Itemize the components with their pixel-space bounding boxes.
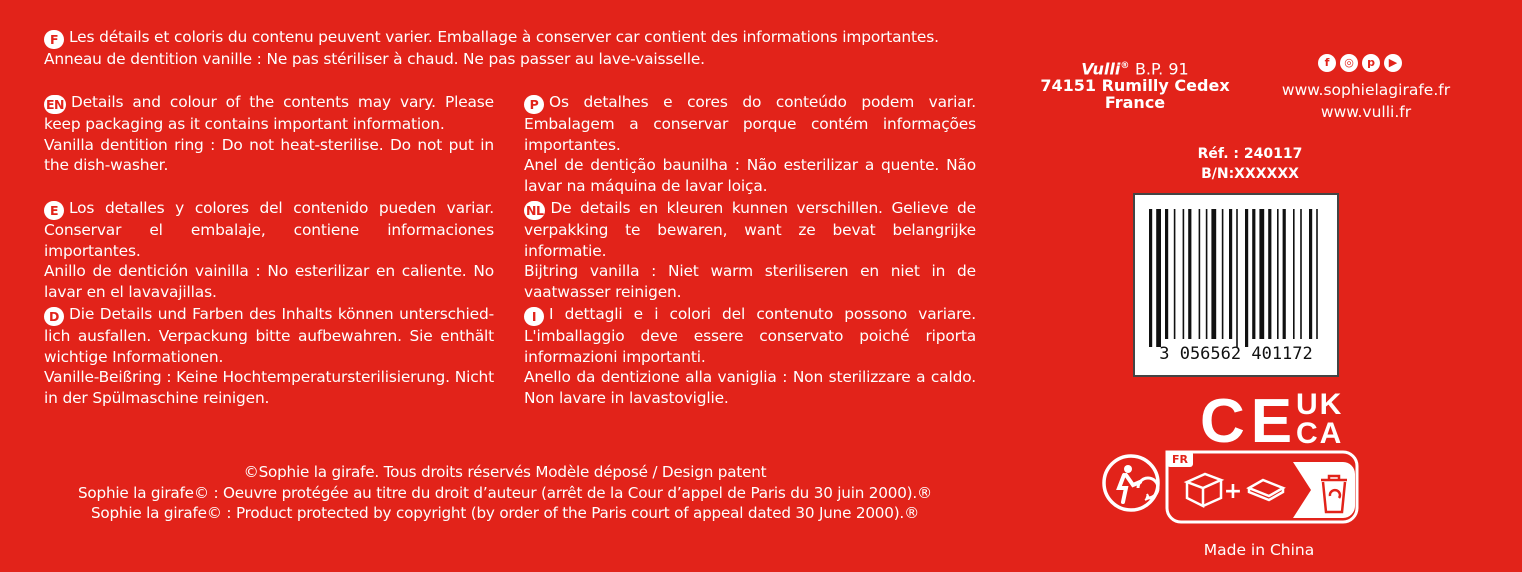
legal-line-2: Sophie la girafe© : Oeuvre protégée au titre du droit d’auteur (arrêt de la Cour d’appel de Paris du 30 juin 2000).® (77, 483, 932, 502)
fr-tag: FR (1172, 453, 1188, 466)
legal-line-1: ©Sophie la girafe. Tous droits réservés Modèle déposé / Design patent (243, 463, 767, 481)
barcode-bar (1268, 209, 1271, 339)
vulli-logo: Vulli (1081, 59, 1121, 79)
batch-number: B/N:XXXXXX (1201, 166, 1299, 182)
barcode-bar (1149, 209, 1152, 347)
legal-notice (20, 462, 990, 524)
text-block-nl (524, 198, 976, 302)
text-block-it (524, 304, 976, 408)
en-line-2: Vanilla dentition ring : Do not heat-sterilise. Do not put in the dish-washer. (44, 135, 494, 175)
pinterest-icon[interactable]: p (1362, 54, 1380, 72)
de-line-1: Die Details und Farben des Inhalts können unterschied-lich ausfallen. Verpackung bitte aufbewahren. Sie enthält wichtige Informationen. (44, 305, 494, 366)
barcode-bar (1174, 209, 1176, 339)
ce-mark: CE (1200, 387, 1299, 456)
barcode-bar (1252, 209, 1255, 339)
text-block-es (44, 198, 494, 302)
language-badge-nl: NL (526, 203, 544, 218)
registered-mark: ® (1120, 61, 1130, 71)
barcode-bar (1211, 209, 1216, 339)
fr-line-2: Anneau de dentition vanille : Ne pas stériliser à chaud. Ne pas passer au lave-vaisselle. (44, 50, 705, 68)
language-badge-pt: P (524, 95, 544, 114)
reference-number: Réf. : 240117 (1197, 146, 1303, 162)
barcode-bar (1259, 209, 1264, 339)
po-box: B.P. 91 (1134, 59, 1189, 79)
language-badge-fr: F (44, 30, 64, 49)
legal-line-3: Sophie la girafe© : Product protected by copyright (by order of the Paris court of appeal dated 30 June 2000).® (90, 504, 920, 523)
website-vulli[interactable]: www.vulli.fr (1320, 103, 1412, 121)
en-line-1: Details and colour of the contents may vary. Please keep packaging as it contains important information. (44, 93, 494, 133)
triman-recycle-icon (1102, 452, 1160, 514)
pt-line-2: Anel de dentição baunilha : Não esterilizar a quente. Não lavar na máquina de lavar loiça. (524, 156, 976, 195)
barcode-bar (1236, 209, 1238, 347)
barcode-bar (1199, 209, 1201, 339)
it-line-1: I dettagli e i colori del contenuto possono variare. L'imballaggio deve essere conservato poiché riporta informazioni importanti. (524, 305, 976, 366)
made-in-label: Made in China (1203, 541, 1315, 559)
de-line-2: Vanille-Beißring : Keine Hochtemperatursterilisierung. Nicht in der Spülmaschine reinigen. (44, 368, 494, 407)
language-badge-en: EN (46, 97, 65, 112)
barcode-bar (1229, 209, 1232, 339)
pt-line-1: Os detalhes e cores do conteúdo podem variar. Embalagem a conservar porque contém informações importantes. (524, 93, 976, 154)
barcode-bar (1188, 209, 1191, 339)
text-block-pt (524, 92, 976, 196)
youtube-icon[interactable]: ▶ (1384, 54, 1402, 72)
barcode-bar (1293, 209, 1295, 339)
barcode (1133, 193, 1339, 377)
barcode-bar (1165, 209, 1168, 339)
barcode-bar (1309, 209, 1312, 339)
barcode-bar (1245, 209, 1248, 347)
instagram-icon[interactable]: ◎ (1340, 54, 1358, 72)
text-block-de (44, 304, 494, 408)
address-city: 74151 Rumilly Cedex (1040, 76, 1230, 96)
barcode-digits: 3 056562 401172 (1159, 344, 1313, 364)
barcode-bar (1206, 209, 1208, 339)
barcode-bar (1316, 209, 1318, 339)
ukca-top: UK (1296, 388, 1344, 421)
es-line-1: Los detalles y colores del contenido pueden variar. Conservar el embalaje, contiene informaciones importantes. (44, 199, 494, 260)
barcode-bar (1300, 209, 1302, 339)
text-block-fr (44, 27, 984, 70)
fr-line-1: Les détails et coloris du contenu peuvent varier. Emballage à conserver car contient des informations importantes. (69, 28, 939, 46)
address-country: France (1104, 93, 1166, 113)
leaflet-icon (1249, 480, 1283, 500)
barcode-bar (1156, 209, 1161, 347)
nl-line-2: Bijtring vanilla : Niet warm steriliseren en niet in de vaatwasser reinigen. (524, 262, 976, 301)
language-badge-es: E (44, 201, 64, 220)
facebook-icon[interactable]: f (1318, 54, 1336, 72)
barcode-bars (1135, 195, 1337, 375)
barcode-bar (1183, 209, 1185, 339)
language-badge-it: I (524, 307, 544, 326)
websites (1262, 79, 1470, 123)
social-icons (1318, 54, 1402, 72)
website-sophie[interactable]: www.sophielagirafe.fr (1281, 81, 1451, 99)
nl-line-1: De details en kleuren kunnen verschillen. Gelieve de verpakking te bewaren, want ze bevat belangrijke informatie. (524, 199, 976, 260)
ukca-mark (1296, 390, 1343, 448)
barcode-bar (1277, 209, 1279, 339)
plus-sign: + (1223, 479, 1243, 504)
text-block-en (44, 92, 494, 176)
barcode-bar (1283, 209, 1286, 339)
box-icon (1187, 474, 1221, 506)
barcode-bar (1222, 209, 1224, 339)
ukca-bottom: CA (1296, 417, 1344, 450)
it-line-2: Anello da dentizione alla vaniglia : Non sterilizzare a caldo. Non lavare in lavastoviglie. (524, 368, 976, 407)
sorting-info-label (1163, 450, 1359, 524)
reference-info (1150, 144, 1350, 184)
es-line-2: Anillo de dentición vainilla : No esterilizar en caliente. No lavar en el lavavajillas. (44, 262, 494, 301)
language-badge-de: D (44, 307, 64, 326)
company-address (1030, 58, 1240, 111)
